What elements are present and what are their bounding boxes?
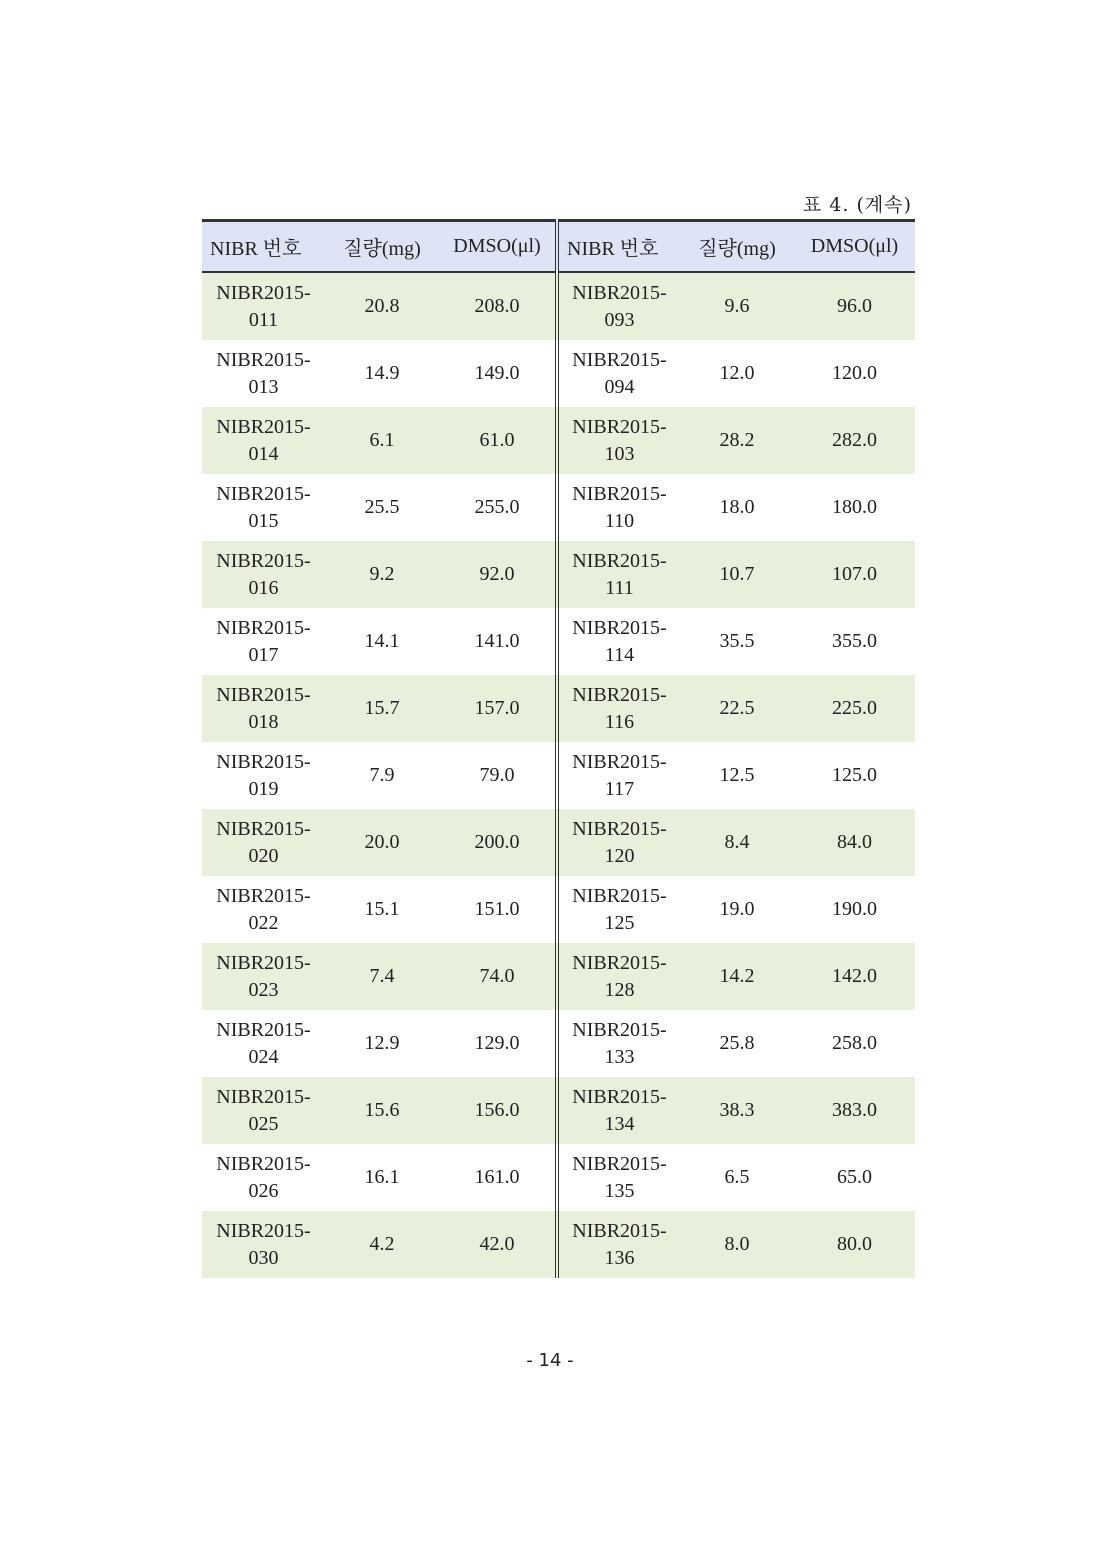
nibr-number-suffix: 013: [248, 375, 279, 398]
table-row: [202, 474, 915, 541]
mass-cell-right: 12.5: [680, 742, 794, 809]
nibr-number-cell-right: [557, 608, 680, 675]
nibr-number-suffix: 015: [248, 509, 279, 532]
nibr-number-suffix: 024: [248, 1045, 279, 1068]
dmso-cell-right: 65.0: [794, 1144, 915, 1211]
nibr-number-prefix: NIBR2015-: [216, 1018, 311, 1041]
header-mass-right: 질량(mg): [680, 221, 794, 273]
nibr-number-prefix: NIBR2015-: [572, 549, 667, 572]
mass-cell-left: 20.0: [325, 809, 439, 876]
nibr-number-suffix: 022: [248, 911, 279, 934]
mass-cell-left: 16.1: [325, 1144, 439, 1211]
nibr-number-suffix: 018: [248, 710, 279, 733]
nibr-number-cell-left: [202, 943, 325, 1010]
nibr-number-prefix: NIBR2015-: [216, 415, 311, 438]
nibr-number-suffix: 133: [604, 1045, 635, 1068]
table-row: [202, 1010, 915, 1077]
table-row: [202, 1211, 915, 1278]
dmso-cell-right: 84.0: [794, 809, 915, 876]
nibr-number-prefix: NIBR2015-: [216, 1085, 311, 1108]
mass-cell-left: 4.2: [325, 1211, 439, 1278]
mass-cell-right: 9.6: [680, 272, 794, 340]
nibr-number-suffix: 111: [605, 576, 634, 599]
table-row: [202, 541, 915, 608]
dmso-cell-left: 157.0: [439, 675, 557, 742]
nibr-number-cell-right: [557, 541, 680, 608]
nibr-number-prefix: NIBR2015-: [572, 951, 667, 974]
dmso-cell-right: 125.0: [794, 742, 915, 809]
nibr-number-suffix: 016: [248, 576, 279, 599]
header-nibr-number-right: NIBR 번호: [557, 221, 680, 273]
nibr-number-suffix: 093: [604, 308, 635, 331]
mass-cell-right: 35.5: [680, 608, 794, 675]
mass-cell-left: 14.1: [325, 608, 439, 675]
nibr-number-suffix: 103: [604, 442, 635, 465]
dmso-cell-left: 74.0: [439, 943, 557, 1010]
dmso-cell-right: 142.0: [794, 943, 915, 1010]
nibr-number-cell-right: [557, 340, 680, 407]
nibr-number-cell-right: [557, 809, 680, 876]
nibr-number-prefix: NIBR2015-: [572, 348, 667, 371]
mass-cell-right: 18.0: [680, 474, 794, 541]
nibr-number-prefix: NIBR2015-: [216, 549, 311, 572]
nibr-number-prefix: NIBR2015-: [572, 750, 667, 773]
nibr-number-cell-left: [202, 541, 325, 608]
nibr-number-prefix: NIBR2015-: [216, 1219, 311, 1242]
nibr-number-prefix: NIBR2015-: [572, 884, 667, 907]
table-row: [202, 407, 915, 474]
mass-cell-left: 7.4: [325, 943, 439, 1010]
mass-cell-left: 6.1: [325, 407, 439, 474]
nibr-number-cell-right: [557, 407, 680, 474]
nibr-number-suffix: 128: [604, 978, 635, 1001]
nibr-number-suffix: 120: [604, 844, 635, 867]
dmso-cell-left: 255.0: [439, 474, 557, 541]
nibr-number-suffix: 020: [248, 844, 279, 867]
dmso-cell-right: 190.0: [794, 876, 915, 943]
table-caption: 표 4. (계속): [802, 194, 912, 216]
header-mass-left: 질량(mg): [325, 221, 439, 273]
nibr-number-prefix: NIBR2015-: [572, 817, 667, 840]
nibr-number-suffix: 116: [604, 710, 635, 733]
header-row: [202, 221, 915, 273]
mass-cell-left: 7.9: [325, 742, 439, 809]
nibr-number-cell-right: [557, 1211, 680, 1278]
nibr-number-prefix: NIBR2015-: [572, 1018, 667, 1041]
dmso-cell-right: 258.0: [794, 1010, 915, 1077]
nibr-number-suffix: 011: [248, 308, 279, 331]
mass-cell-right: 8.0: [680, 1211, 794, 1278]
nibr-number-cell-right: [557, 876, 680, 943]
nibr-number-prefix: NIBR2015-: [216, 750, 311, 773]
table-row: [202, 742, 915, 809]
table-row: [202, 809, 915, 876]
page-number: - 14 -: [526, 1350, 574, 1371]
dmso-cell-right: 282.0: [794, 407, 915, 474]
dmso-cell-right: 107.0: [794, 541, 915, 608]
dmso-cell-left: 149.0: [439, 340, 557, 407]
dmso-cell-left: 129.0: [439, 1010, 557, 1077]
mass-cell-left: 9.2: [325, 541, 439, 608]
nibr-number-cell-left: [202, 1077, 325, 1144]
nibr-number-prefix: NIBR2015-: [216, 683, 311, 706]
nibr-number-cell-left: [202, 809, 325, 876]
table-row: [202, 876, 915, 943]
mass-cell-right: 28.2: [680, 407, 794, 474]
table-row: [202, 1077, 915, 1144]
nibr-number-suffix: 117: [604, 777, 635, 800]
mass-cell-left: 15.7: [325, 675, 439, 742]
dmso-cell-left: 42.0: [439, 1211, 557, 1278]
nibr-number-cell-right: [557, 272, 680, 340]
sample-table: [202, 219, 915, 1278]
dmso-cell-left: 151.0: [439, 876, 557, 943]
nibr-number-suffix: 110: [604, 509, 635, 532]
mass-cell-right: 6.5: [680, 1144, 794, 1211]
mass-cell-left: 14.9: [325, 340, 439, 407]
nibr-number-suffix: 014: [248, 442, 279, 465]
mass-cell-left: 15.1: [325, 876, 439, 943]
dmso-cell-left: 79.0: [439, 742, 557, 809]
nibr-number-cell-right: [557, 1010, 680, 1077]
dmso-cell-left: 141.0: [439, 608, 557, 675]
nibr-number-suffix: 114: [604, 643, 635, 666]
nibr-number-cell-right: [557, 1144, 680, 1211]
nibr-number-cell-left: [202, 272, 325, 340]
table-row: [202, 340, 915, 407]
nibr-number-prefix: NIBR2015-: [572, 616, 667, 639]
nibr-number-cell-left: [202, 340, 325, 407]
nibr-number-prefix: NIBR2015-: [216, 817, 311, 840]
dmso-cell-left: 200.0: [439, 809, 557, 876]
dmso-cell-left: 208.0: [439, 272, 557, 340]
nibr-number-prefix: NIBR2015-: [216, 1152, 311, 1175]
dmso-cell-right: 180.0: [794, 474, 915, 541]
nibr-number-suffix: 026: [248, 1179, 279, 1202]
header-dmso-right: DMSO(μl): [794, 221, 915, 273]
mass-cell-right: 14.2: [680, 943, 794, 1010]
nibr-number-cell-right: [557, 474, 680, 541]
nibr-number-cell-left: [202, 407, 325, 474]
mass-cell-right: 12.0: [680, 340, 794, 407]
table-header: [202, 221, 915, 273]
nibr-number-cell-left: [202, 742, 325, 809]
table-row: [202, 943, 915, 1010]
dmso-cell-left: 61.0: [439, 407, 557, 474]
dmso-cell-right: 225.0: [794, 675, 915, 742]
nibr-number-suffix: 017: [248, 643, 279, 666]
nibr-number-prefix: NIBR2015-: [216, 951, 311, 974]
table-row: [202, 272, 915, 340]
dmso-cell-left: 161.0: [439, 1144, 557, 1211]
dmso-cell-right: 80.0: [794, 1211, 915, 1278]
nibr-number-suffix: 134: [604, 1112, 635, 1135]
nibr-number-prefix: NIBR2015-: [216, 482, 311, 505]
dmso-cell-right: 383.0: [794, 1077, 915, 1144]
mass-cell-right: 19.0: [680, 876, 794, 943]
dmso-cell-left: 156.0: [439, 1077, 557, 1144]
nibr-number-suffix: 023: [248, 978, 279, 1001]
nibr-number-cell-right: [557, 943, 680, 1010]
mass-cell-right: 38.3: [680, 1077, 794, 1144]
table-row: [202, 675, 915, 742]
mass-cell-right: 22.5: [680, 675, 794, 742]
nibr-number-prefix: NIBR2015-: [216, 281, 311, 304]
nibr-number-cell-left: [202, 1010, 325, 1077]
nibr-number-suffix: 125: [604, 911, 635, 934]
nibr-number-prefix: NIBR2015-: [572, 415, 667, 438]
nibr-number-cell-left: [202, 876, 325, 943]
mass-cell-left: 15.6: [325, 1077, 439, 1144]
nibr-number-prefix: NIBR2015-: [216, 348, 311, 371]
nibr-number-prefix: NIBR2015-: [572, 281, 667, 304]
nibr-number-prefix: NIBR2015-: [572, 482, 667, 505]
nibr-number-suffix: 136: [604, 1246, 635, 1269]
nibr-number-prefix: NIBR2015-: [216, 884, 311, 907]
header-nibr-number-left: NIBR 번호: [202, 221, 325, 273]
nibr-number-cell-left: [202, 1144, 325, 1211]
mass-cell-left: 25.5: [325, 474, 439, 541]
nibr-number-prefix: NIBR2015-: [572, 1152, 667, 1175]
nibr-number-cell-left: [202, 474, 325, 541]
nibr-number-cell-left: [202, 608, 325, 675]
nibr-number-suffix: 025: [248, 1112, 279, 1135]
nibr-number-cell-left: [202, 1211, 325, 1278]
dmso-cell-right: 96.0: [794, 272, 915, 340]
nibr-number-cell-right: [557, 742, 680, 809]
dmso-cell-right: 355.0: [794, 608, 915, 675]
nibr-number-prefix: NIBR2015-: [572, 1219, 667, 1242]
mass-cell-right: 25.8: [680, 1010, 794, 1077]
table-body: [202, 272, 915, 1278]
nibr-number-prefix: NIBR2015-: [572, 683, 667, 706]
table-row: [202, 1144, 915, 1211]
nibr-number-suffix: 019: [248, 777, 279, 800]
dmso-cell-right: 120.0: [794, 340, 915, 407]
mass-cell-left: 20.8: [325, 272, 439, 340]
dmso-cell-left: 92.0: [439, 541, 557, 608]
nibr-number-suffix: 135: [604, 1179, 635, 1202]
mass-cell-right: 8.4: [680, 809, 794, 876]
nibr-number-cell-right: [557, 675, 680, 742]
mass-cell-left: 12.9: [325, 1010, 439, 1077]
nibr-number-suffix: 094: [604, 375, 635, 398]
table-row: [202, 608, 915, 675]
nibr-number-prefix: NIBR2015-: [572, 1085, 667, 1108]
header-dmso-left: DMSO(μl): [439, 221, 557, 273]
nibr-number-prefix: NIBR2015-: [216, 616, 311, 639]
nibr-number-cell-left: [202, 675, 325, 742]
nibr-number-cell-right: [557, 1077, 680, 1144]
nibr-number-suffix: 030: [248, 1246, 279, 1269]
mass-cell-right: 10.7: [680, 541, 794, 608]
